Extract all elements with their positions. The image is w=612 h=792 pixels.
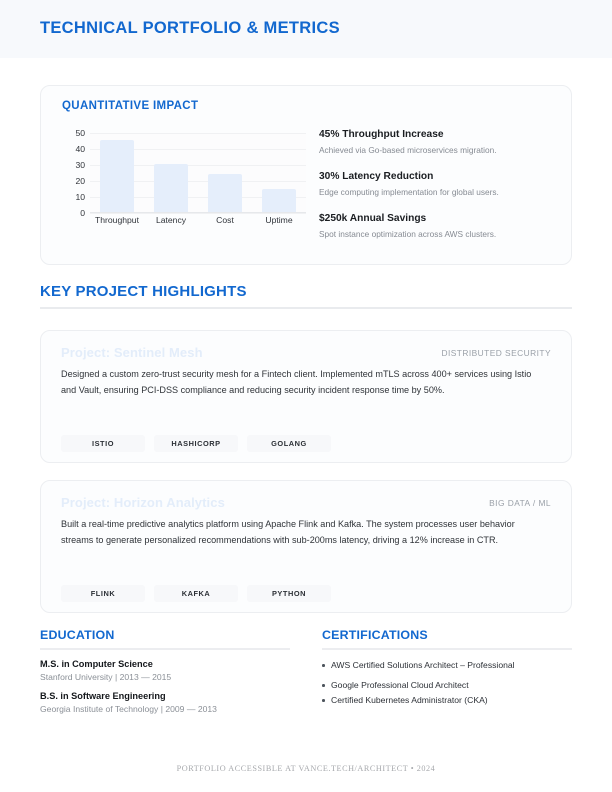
certifications-list [322,660,572,705]
page-header [0,0,612,58]
metric-headline: 30% Latency Reduction [319,171,434,183]
certification-item: AWS Certified Solutions Architect – Professional [322,660,572,670]
education-entries [40,659,290,714]
certifications-divider [322,648,572,650]
chart-y-tick: 0 [80,207,85,218]
education-institution: Georgia Institute of Technology | 2009 — 2013 [40,704,217,714]
chart-y-tick: 30 [75,159,85,170]
page-footer: PORTFOLIO ACCESSIBLE AT VANCE.TECH/ARCHITECT • 2024 [176,764,436,773]
education-title: EDUCATION [40,628,115,642]
metric-headline: $250k Annual Savings [319,213,427,225]
project-card-header [61,495,551,511]
tech-tag[interactable]: GOLANG [247,435,331,452]
chart-bar [208,174,241,212]
metrics-list [319,128,557,241]
chart-x-tick: Uptime [265,215,293,225]
project-description: Built a real-time predictive analytics platform using Apache Flink and Kafka. The system processes user behavior streams to generate personalized recommendations with sub-200ms latency, driving a 12% increase in CTR. [61,519,515,545]
project-tech-tags [61,585,331,602]
tech-tag[interactable]: HASHICORP [154,435,238,452]
impact-bar-chart [61,127,311,243]
chart-bar [262,189,295,212]
chart-gridline [90,133,306,134]
chart-x-tick: Throughput [95,215,139,225]
certifications-section [322,628,572,705]
project-name: Project: Horizon Analytics [61,495,225,510]
chart-x-axis [90,215,306,231]
chart-gridline [90,213,306,214]
quantitative-impact-title: QUANTITATIVE IMPACT [62,100,199,112]
metric-description: Spot instance optimization across AWS clusters. [319,229,497,240]
tech-tag[interactable]: ISTIO [61,435,145,452]
chart-y-axis [61,127,85,218]
chart-x-tick: Cost [216,215,234,225]
chart-x-tick: Latency [155,215,187,225]
education-degree: M.S. in Computer Science [40,659,153,669]
chart-y-tick: 20 [75,175,85,186]
project-category-label: BIG DATA / ML [489,498,551,508]
metric-item [319,170,557,198]
project-name: Project: Sentinel Mesh [61,345,203,360]
project-description: Designed a custom zero-trust security mesh for a Fintech client. Implemented mTLS across 400+ services using Istio and Vault, ensuring PCI-DSS compliance and reducing security incident response time by 50%. [61,369,532,395]
projects-section-divider [40,307,572,309]
metric-item [319,128,557,156]
projects-section-header [40,283,572,309]
education-divider [40,648,290,650]
chart-y-tick: 40 [75,143,85,154]
metric-description: Edge computing implementation for global users. [319,186,499,197]
quantitative-impact-card [40,85,572,265]
chart-plot-area [90,133,306,213]
chart-bar [100,140,133,212]
metric-item [319,212,557,240]
tech-tag[interactable]: PYTHON [247,585,331,602]
chart-bar [154,164,187,212]
education-section [40,628,290,714]
education-institution: Stanford University | 2013 — 2015 [40,672,172,682]
chart-y-tick: 10 [75,191,85,202]
education-degree: B.S. in Software Engineering [40,691,166,701]
certification-item: Certified Kubernetes Administrator (CKA) [322,695,572,705]
project-card[interactable] [40,330,572,463]
certifications-title: CERTIFICATIONS [322,628,428,642]
certification-item: Google Professional Cloud Architect [322,680,572,690]
tech-tag[interactable]: FLINK [61,585,145,602]
project-card[interactable] [40,480,572,613]
metric-headline: 45% Throughput Increase [319,129,444,140]
projects-section-title: KEY PROJECT HIGHLIGHTS [40,283,247,300]
project-category-label: DISTRIBUTED SECURITY [441,348,551,358]
metric-description: Achieved via Go-based microservices migration. [319,144,497,155]
project-tech-tags [61,435,331,452]
project-card-header [61,345,551,361]
chart-y-tick: 50 [75,127,85,138]
tech-tag[interactable]: KAFKA [154,585,238,602]
page-title: TECHNICAL PORTFOLIO & METRICS [40,19,340,37]
